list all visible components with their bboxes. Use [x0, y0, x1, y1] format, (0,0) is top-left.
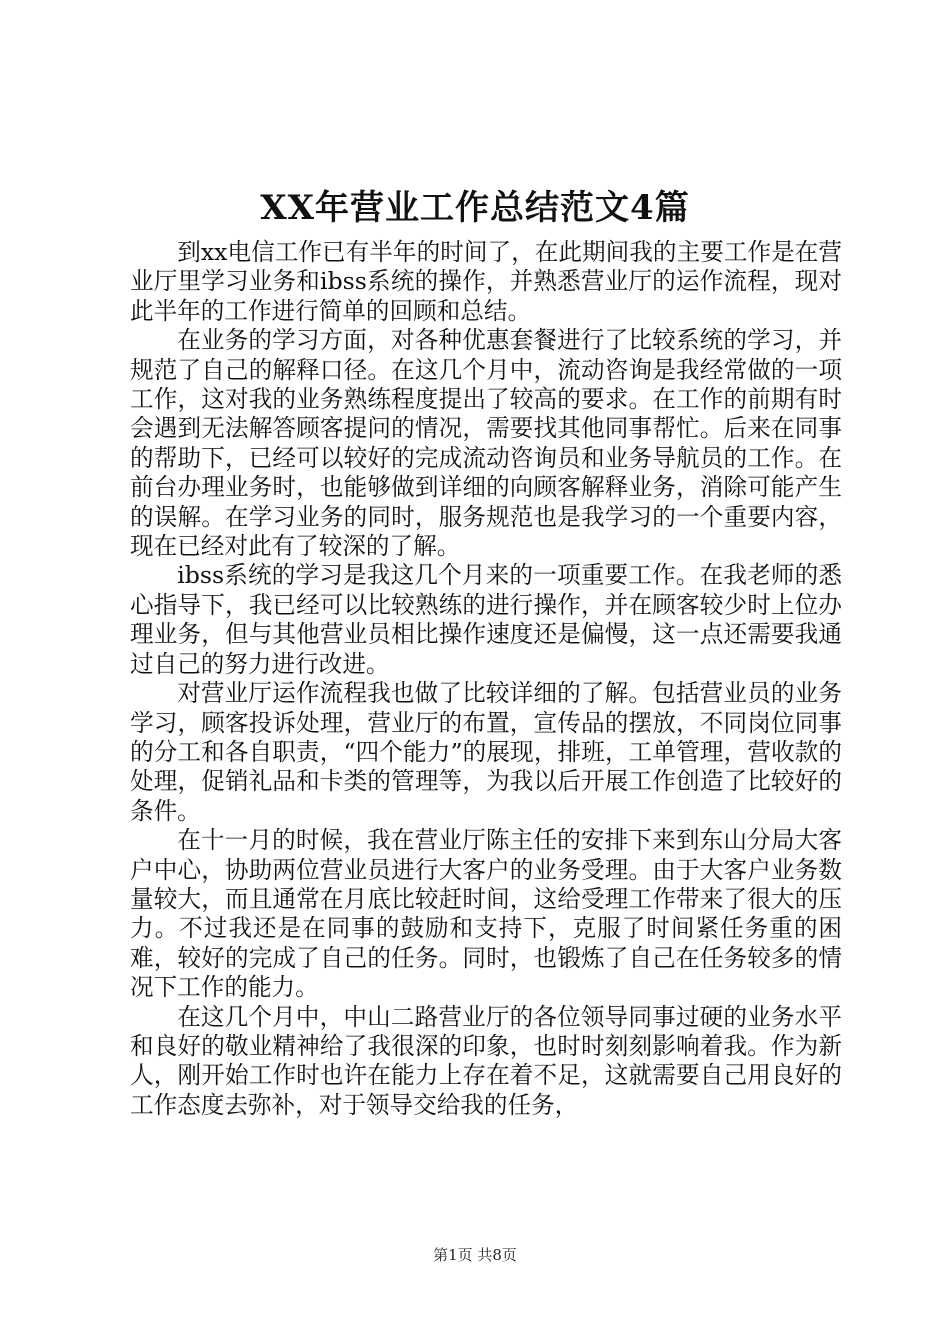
- paragraph-2: 在业务的学习方面，对各种优惠套餐进行了比较系统的学习，并规范了自己的解释口径。在这几个月中，流动咨询是我经常做的一项工作，这对我的业务熟练程度提出了较高的要求。在工作的前期有时会遇到无法解答顾客提问的情况，需要找其他同事帮忙。后来在同事的帮助下，已经可以较好的完成流动咨询员和业务导航员的工作。在前台办理业务时，也能够做到详细的向顾客解释业务，消除可能产生的误解。在学习业务的同时，服务规范也是我学习的一个重要内容，现在已经对此有了较深的了解。: [130, 326, 842, 561]
- document-title: XX年营业工作总结范文4篇: [260, 188, 690, 228]
- paragraph-4: 对营业厅运作流程我也做了比较详细的了解。包括营业员的业务学习，顾客投诉处理，营业厅的布置，宣传品的摆放，不同岗位同事的分工和各自职责，“四个能力”的展现，排班，工单管理，营收款的处理，促销礼品和卡类的管理等，为我以后开展工作创造了比较好的条件。: [130, 679, 842, 825]
- paragraph-1: 到xx电信工作已有半年的时间了，在此期间我的主要工作是在营业厅里学习业务和ibss系统的操作，并熟悉营业厅的运作流程，现对此半年的工作进行简单的回顾和总结。: [130, 238, 842, 325]
- paragraph-5: 在十一月的时候，我在营业厅陈主任的安排下来到东山分局大客户中心，协助两位营业员进行大客户的业务受理。由于大客户业务数量较大，而且通常在月底比较赶时间，这给受理工作带来了很大的压力。不过我还是在同事的鼓励和支持下，克服了时间紧任务重的困难，较好的完成了自己的任务。同时，也锻炼了自己在任务较多的情况下工作的能力。: [130, 826, 842, 1002]
- paragraph-3: ibss系统的学习是我这几个月来的一项重要工作。在我老师的悉心指导下，我已经可以比较熟练的进行操作，并在顾客较少时上位办理业务，但与其他营业员相比操作速度还是偏慢，这一点还需要我通过自己的努力进行改进。: [130, 561, 842, 678]
- document-body: [130, 238, 842, 1120]
- page-number-footer: 第1页 共8页: [433, 1246, 517, 1264]
- paragraph-6: 在这几个月中，中山二路营业厅的各位领导同事过硬的业务水平和良好的敬业精神给了我很深的印象，也时时刻刻影响着我。作为新人，刚开始工作时也许在能力上存在着不足，这就需要自己用良好的工作态度去弥补，对于领导交给我的任务，: [130, 1002, 842, 1119]
